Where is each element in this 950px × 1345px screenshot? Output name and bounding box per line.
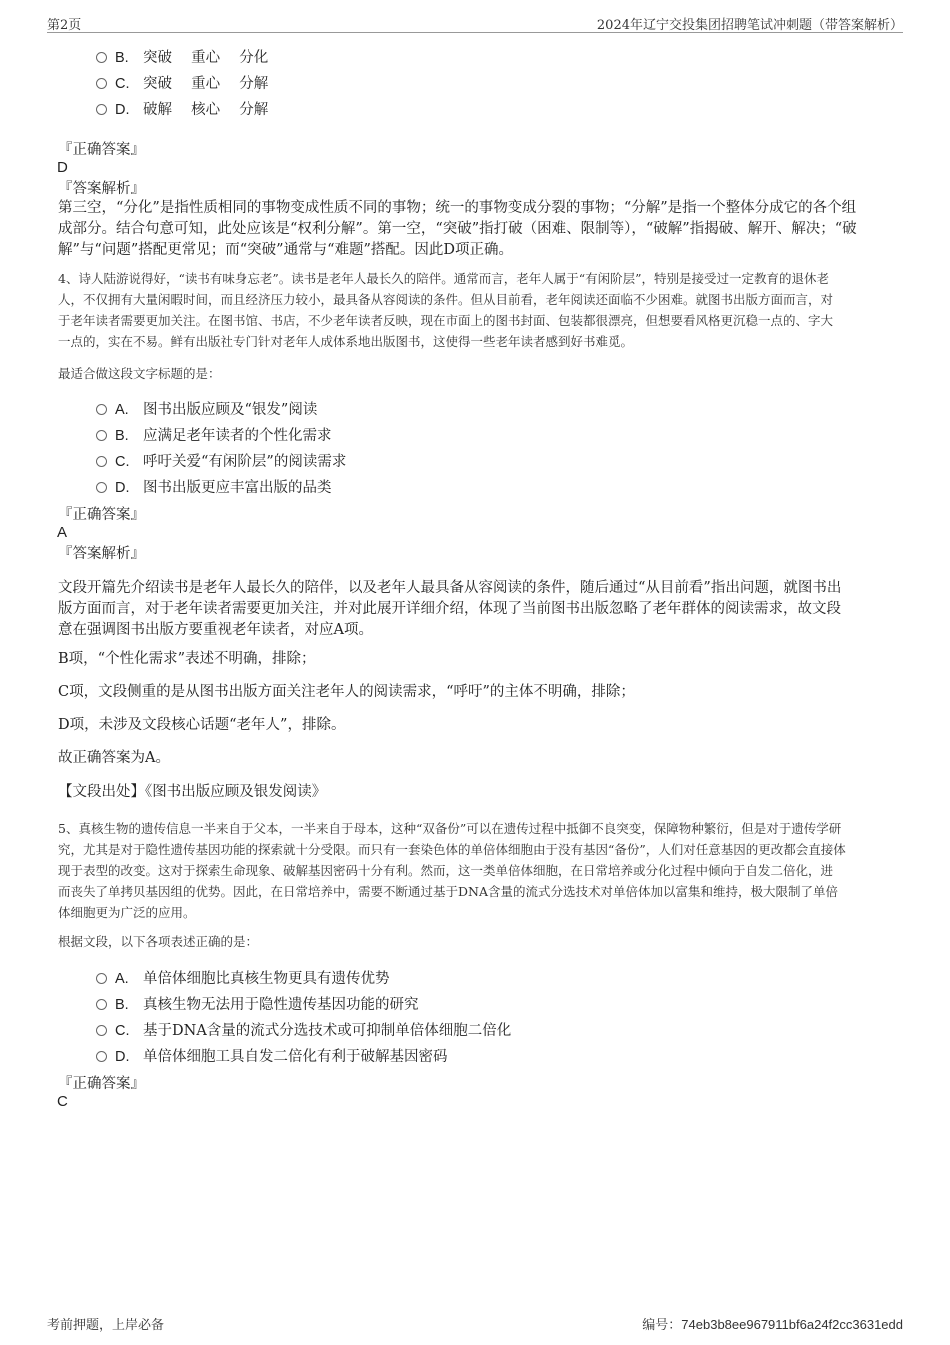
radio-icon[interactable] [96, 430, 107, 441]
q4-answer: A [57, 524, 68, 541]
radio-icon[interactable] [96, 78, 107, 89]
q5-option-b[interactable]: B. 真核生物无法用于隐性遗传基因功能的研究 [96, 993, 419, 1015]
q3-answer: D [57, 159, 68, 176]
page-footer [47, 1312, 903, 1332]
q5-stem: 5、真核生物的遗传信息一半来自于父本，一半来自于母本，这种“双备份”可以在遗传过程中抵御不良突变，保障物种繁衍，但是对于遗传学研 究，尤其是对于隐性遗传基因功能的探索就十分受限。而只有一套染色体的单倍体细胞由于没有基因“备份”，人们对任意基因的更改都会直接体 现于表型的改变。这对于探索生命现象、破解基因密码十分有利。然而，这一类单倍体细胞，在日常培养或分化过程中倾向于自发二倍化，进 而丧失了单拷贝基因组的优势。因此，在日常培养中，需要不断通过基于DNA含量的流式分选技术对单倍体加以富集和维持，极大限制了单倍 体细胞更为广泛的应用。 [58, 821, 846, 920]
radio-icon[interactable] [96, 1025, 107, 1036]
q4-para-c: C项，文段侧重的是从图书出版方面关注老年人的阅读需求，“呼吁”的主体不明确，排除； [58, 684, 635, 700]
q5-question: 根据文段，以下各项表述正确的是： [58, 934, 259, 949]
q4-answer-heading: 『正确答案』 [58, 507, 145, 523]
radio-icon[interactable] [96, 482, 107, 493]
page-number: 第2页 [47, 18, 82, 33]
q4-para-d: D项，未涉及文段核心话题“老年人”，排除。 [58, 717, 346, 733]
q5-option-d[interactable]: D. 单倍体细胞工具自发二倍化有利于破解基因密码 [96, 1045, 448, 1067]
q3-analysis: 第三空，“分化”是指性质相同的事物变成性质不同的事物；统一的事物变成分裂的事物；“分解”是指一个整体分成它的各个组 成部分。结合句意可知，此处应该是“权利分解”。第一空，“突破”指打破（困难、限制等），“破解”指揭破、解开、解决；“破 解”与“问题”搭配更常见；而“突破”通常与“难题”搭配。因此D项正确。 [58, 200, 857, 258]
document-id: 编号：74eb3b8ee967911bf6a24f2cc3631edd [642, 1317, 903, 1333]
document-title: 2024年辽宁交投集团招聘笔试冲刺题（带答案解析） [596, 18, 903, 33]
q4-para-final: 故正确答案为A。 [58, 750, 170, 766]
q3-analysis-heading: 『答案解析』 [58, 181, 145, 197]
q4-para-b: B项，“个性化需求”表述不明确，排除； [58, 651, 316, 667]
page-header [47, 12, 903, 33]
q4-question: 最适合做这段文字标题的是： [58, 366, 221, 381]
q3-option-c[interactable]: C. 突破 重心 分解 [96, 72, 268, 94]
q4-source: 【文段出处】《图书出版应顾及银发阅读》 [58, 784, 327, 800]
radio-icon[interactable] [96, 52, 107, 63]
q5-option-a[interactable]: A. 单倍体细胞比真核生物更具有遗传优势 [96, 967, 390, 989]
q4-option-c[interactable]: C. 呼吁关爱“有闲阶层”的阅读需求 [96, 450, 346, 472]
q4-analysis-heading: 『答案解析』 [58, 546, 145, 562]
footer-slogan: 考前押题，上岸必备 [47, 1318, 165, 1333]
q5-answer-heading: 『正确答案』 [58, 1076, 145, 1092]
radio-icon[interactable] [96, 456, 107, 467]
q3-answer-heading: 『正确答案』 [58, 142, 145, 158]
q4-option-d[interactable]: D. 图书出版更应丰富出版的品类 [96, 476, 332, 498]
q3-option-b[interactable]: B. 突破 重心 分化 [96, 46, 268, 68]
q5-answer: C [57, 1093, 68, 1110]
q4-analysis: 文段开篇先介绍读书是老年人最长久的陪伴，以及老年人最具备从容阅读的条件，随后通过“从目前看”指出问题，就图书出 版方面而言，对于老年读者需要更加关注，并对此展开详细介绍，体现了当前图书出版忽略了老年群体的阅读需求，故文段 意在强调图书出版方要重视老年读者，对应A项。 [58, 580, 842, 638]
radio-icon[interactable] [96, 404, 107, 415]
radio-icon[interactable] [96, 999, 107, 1010]
q3-option-d[interactable]: D. 破解 核心 分解 [96, 98, 268, 120]
q4-stem: 4、诗人陆游说得好，“读书有味身忘老”。读书是老年人最长久的陪伴。通常而言，老年人属于“有闲阶层”，特别是接受过一定教育的退休老 人，不仅拥有大量闲暇时间，而且经济压力较小，最具备从容阅读的条件。但从目前看，老年阅读还面临不少困难。就图书出版方面而言，对 于老年读者需要更加关注。在图书馆、书店，不少老年读者反映，现在市面上的图书封面、包装都很漂亮，但想要看风格更沉稳一点的、字大 一点的，实在不易。鲜有出版社专门针对老年人成体系地出版图书，这使得一些老年读者感到好书难觅。 [58, 271, 834, 349]
radio-icon[interactable] [96, 1051, 107, 1062]
q4-option-b[interactable]: B. 应满足老年读者的个性化需求 [96, 424, 332, 446]
radio-icon[interactable] [96, 973, 107, 984]
q4-option-a[interactable]: A. 图书出版应顾及“银发”阅读 [96, 398, 317, 420]
radio-icon[interactable] [96, 104, 107, 115]
q5-option-c[interactable]: C. 基于DNA含量的流式分选技术或可抑制单倍体细胞二倍化 [96, 1019, 511, 1041]
